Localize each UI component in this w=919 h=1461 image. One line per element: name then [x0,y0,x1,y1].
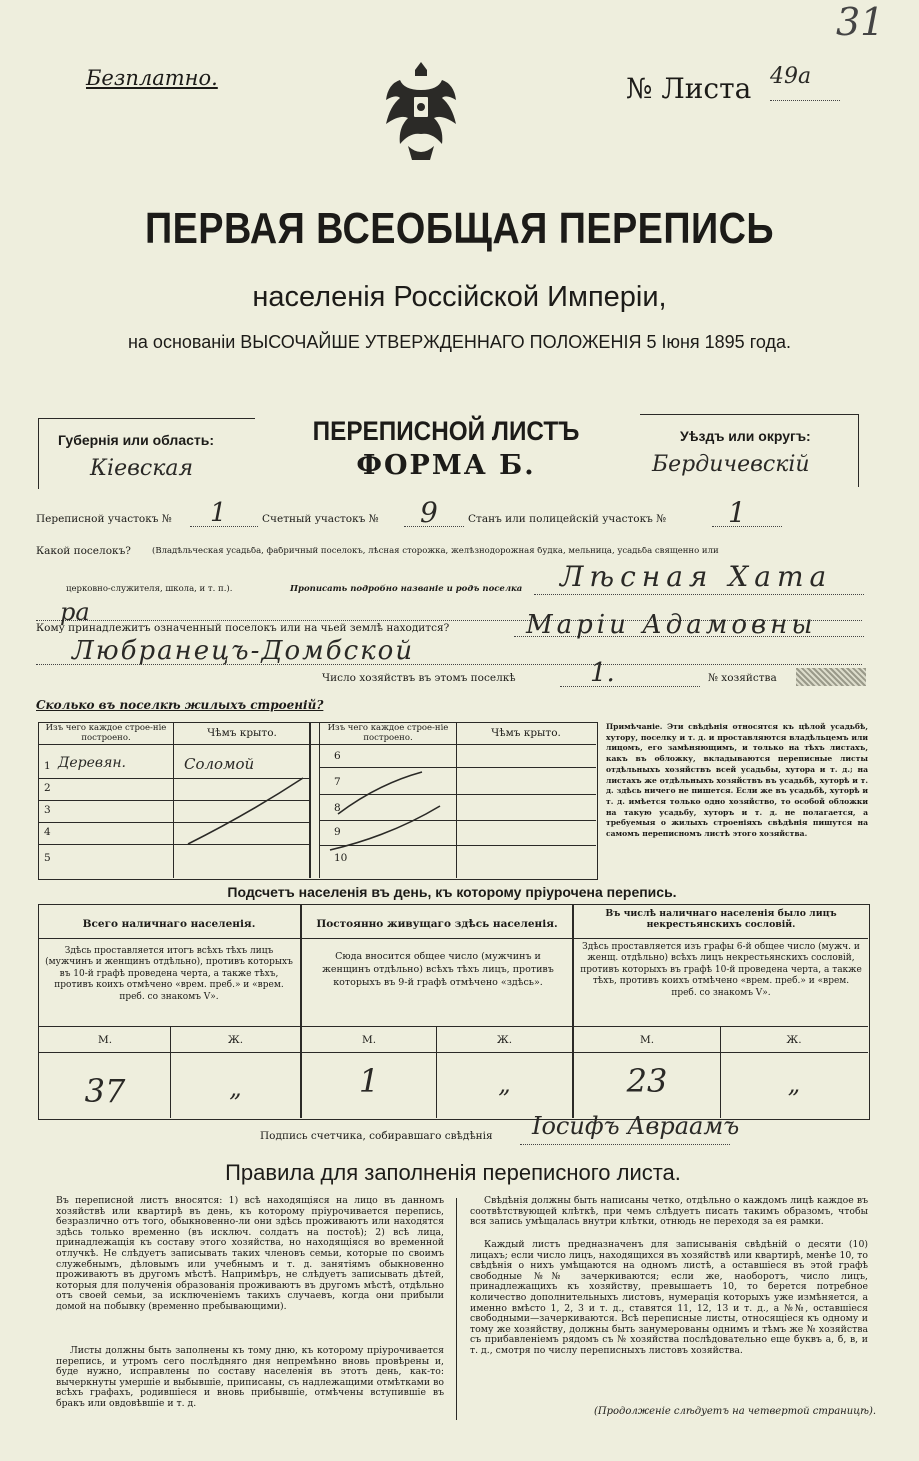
district-label: Уѣздъ или округъ: [680,428,811,444]
signature-value: Іосифъ Авраамъ [532,1112,740,1140]
settlement-value-2: ра [60,598,90,626]
col-roof-right: Чѣмъ крыто. [491,727,561,739]
row-number: 1 [44,760,51,772]
rules-title: Правила для заполненія переписного листа. [225,1160,681,1185]
row1-roof: Соломой [184,755,255,773]
col2-m-value: 1 [358,1062,380,1100]
col3-f-value: „ [787,1070,801,1098]
settlement-instr: Прописать подробно названіе и родъ поселка [290,584,523,594]
households-label: Число хозяйствъ въ этомъ поселкѣ [322,672,516,684]
row-number: 6 [334,750,341,762]
province-label: Губернія или область: [58,432,215,448]
col1-title: Всего наличнаго населенія. [82,918,256,930]
free-label: Безплатно. [86,66,218,90]
strike-marks [38,722,596,878]
owner-value-2: Любранецъ-Домбской [72,636,415,666]
settlement-hint2: церковно-служителя, школа, и т. п.). [66,584,233,594]
province-value: Кіевская [90,456,194,481]
row-number: 4 [44,826,51,838]
census-area-label: Переписной участокъ № [36,513,172,525]
owner-label: Кому принадлежитъ означенный поселокъ или на чьей землѣ находится? [36,622,450,634]
row-number: 3 [44,804,51,816]
col3-m-value: 23 [626,1062,668,1100]
basis-line: на основаніи ВЫСОЧАЙШЕ УТВЕРЖДЕННАГО ПОЛОЖЕНІЯ 5 Іюня 1895 года. [127,332,791,352]
census-area-value: 1 [210,498,227,528]
col-material-right: Изъ чего каждое строе-ніе построено. [327,723,449,743]
col3-f-label: Ж. [786,1034,802,1046]
population-heading: Подсчетъ населенія въ день, къ которому пріурочена перепись. [227,884,677,900]
rules-right-1: Свѣдѣнія должны быть написаны четко, отдѣльно о каждомъ лицѣ каждое въ соотвѣтствующей клѣткѣ, при чемъ слѣдуетъ писать такимъ образомъ, чтобы вся запись умѣщалась внутри клѣтки, отнюдь не переходя за ея рамки. [470,1195,868,1228]
col-material-left: Изъ чего каждое строе-ніе построено. [45,723,167,743]
stan-label: Станъ или полицейскій участокъ № [468,513,667,525]
list-no-value: 49а [770,64,812,89]
page-subtitle: населенія Россійской Имперіи, [252,281,667,313]
rules-right-2: Каждый листъ предназначенъ для записыванія свѣдѣній о десяти (10) лицахъ; если число лицъ, находящихся въ хозяйствѣ или квартирѣ, менѣе 10, то свѣдѣнія о нихъ умѣщаются на одномъ листѣ, а оставшіеся въ этой графѣ свободные №№ зачеркиваются; если же, наоборотъ, число лицъ, принадлежащихъ къ хозяйству, превышаетъ 10, то берется потребное количество дополнительныхъ листовъ, нумерація которыхъ уже измѣняется, а именно вмѣсто 1, 2, 3 и т. д., ставятся 11, 12, 13 и т. д., а №№, оставшіеся свободными—зачеркиваются. Всѣ переписные листы, относящіеся къ одному и тому же хозяйству, должны быть занумерованы однимъ и тѣмъ же № хозяйства съ прибавленіемъ рядомъ съ № хозяйства послѣдовательно еще буквъ а, б, в, и т. д., смотря по числу переписныхъ листовъ хозяйства. [470,1239,868,1356]
rules-left-2: Листы должны быть заполнены къ тому дню, къ которому пріурочивается перепись, и утромъ сего послѣдняго дня непремѣнно вновь провѣрены и, буде нужно, исправлены по составу населенія въ этотъ день, как-то: вычеркнуты умершіе и выбывшіе, приписаны, съ надлежащими отмѣтками во всѣхъ графахъ, родившіеся и вновь прибывшіе, отмѣчены вступившіе въ бракъ или овдовѣвшіе и т. д. [56,1345,444,1409]
buildings-heading: Сколько въ поселкѣ жилыхъ строеній? [36,698,324,712]
page-title: ПЕРВАЯ ВСЕОБЩАЯ ПЕРЕПИСЬ [144,204,774,253]
households-value: 1. [590,658,615,688]
col3-m-label: М. [639,1034,655,1046]
household-no-stamp [796,668,866,686]
settlement-hint: (Владѣльческая усадьба, фабричный поселокъ, лѣсная сторожка, желѣзнодорожная будка, мельница, усадьба священно или [152,547,719,556]
col1-m-value: 37 [84,1072,126,1110]
row-number: 5 [44,852,51,864]
col2-f-label: Ж. [496,1034,513,1046]
col2-title: Постоянно живущаго здѣсь населенія. [316,918,558,930]
owner-value-1: Маріи Адамовны [526,610,817,640]
col-roof-left: Чѣмъ крыто. [207,727,277,739]
row1-material: Деревян. [58,755,127,771]
count-area-label: Счетный участокъ № [262,513,379,525]
settlement-value-1: Лѣсная Хата [560,560,833,593]
row-number: 10 [334,852,348,864]
rules-continued: (Продолженіе слѣдуетъ на четвертой страницѣ). [594,1406,877,1417]
col2-m-label: М. [361,1034,377,1046]
col1-m-label: М. [97,1034,113,1046]
count-area-value: 9 [420,496,438,529]
col1-text: Здѣсь проставляется итогъ всѣхъ тѣхъ лицъ (мужчинъ и женщинъ отдѣльно), противъ которыхъ въ 10-й графѣ проведена черта, а также тѣхъ, противъ коихъ отмѣчено «врем. преб.» и «врем. преб. со знакомъ V». [45,946,293,1002]
district-value: Бердичевскій [652,452,810,477]
note-text: Примѣчаніе. Эти свѣдѣнія относятся къ цѣлой усадьбѣ, хутору, поселку и т. д. и проставляются владѣльцемъ или лицомъ, его замѣняющимъ, и только на тѣхъ листахъ, какъ въ обложку, вкладываются переписные листы отдѣльныхъ хозяйствъ всей усадьбы, хутора и т. д.; на листахъ же отдѣльныхъ хозяйствъ въ усадьбѣ, хуторѣ и т. д. здѣсь ничего не пишется. Если же въ усадьбѣ, хуторѣ и т. д. имѣется только одно хозяйство, то особой обложки на такую усадьбу, хуторъ и т. д. не полагается, а требуемыя о жилыхъ строеніяхъ свѣдѣнія пишутся на самомъ переписномъ листѣ этого хозяйства. [606,722,868,839]
col2-f-value: „ [498,1070,511,1098]
settlement-label: Какой поселокъ? [36,545,131,557]
row-number: 2 [44,782,51,794]
form-label: ФОРМА Б. [356,450,536,481]
list-no-label: № Листа [626,72,752,105]
sheet-number: 31 [836,0,885,44]
row-number: 8 [334,802,341,814]
double-headed-eagle-emblem [378,58,464,166]
col2-text: Сюда вносится общее число (мужчинъ и женщинъ отдѣльно) всѣхъ тѣхъ лицъ, противъ которыхъ въ 9-й графѣ отмѣчено «здѣсь». [322,951,554,988]
row-number: 9 [334,826,341,838]
rules-left-1: Въ переписной листъ вносятся: 1) всѣ находящіяся на лицо въ данномъ хозяйствѣ или квартирѣ въ день, къ которому пріурочивается перепись, безразлично отъ того, обыкновенно-ли они здѣсь проживаютъ или находятся здѣсь только временно (въ исключ. солдатъ на постоѣ); 2) всѣ лица, принадлежащія къ составу этого хозяйства, но находящіяся во временной отлучкѣ. Не слѣдуетъ записывать таких членовъ семьи, которые по своимъ служебнымъ, дѣловымъ или учебнымъ и т. д. занятіямъ обыкновенно проживаютъ въ другомъ мѣстѣ. Напримѣръ, не слѣдуетъ записывать дѣтей, которыя для полученія образованія проживаютъ въ другомъ мѣстѣ, отдѣльно отъ своей семьи, за исключеніемъ такихъ случаевъ, когда они прибыли домой на побывку (временно пребывающими). [56,1195,444,1312]
col3-text: Здѣсь проставляется изъ графы 6-й общее число (мужч. и женщ. отдѣльно) всѣхъ лицъ некрестьянскихъ сословій, противъ которыхъ въ графѣ 10-й проведена черта, а также тѣхъ, противъ коихъ отмѣчено «врем. преб.» и «врем. преб. со знакомъ V». [580,942,862,998]
stan-value: 1 [728,496,746,529]
col1-f-label: Ж. [227,1034,244,1046]
sheet-title: ПЕРЕПИСНОЙ ЛИСТЪ [312,416,580,446]
col1-f-value: „ [229,1074,242,1102]
household-no-label: № хозяйства [708,672,777,684]
signature-label: Подпись счетчика, собиравшаго свѣдѣнія [260,1130,493,1142]
row-number: 7 [334,776,341,788]
col3-title: Въ числѣ наличнаго населенія было лицъ некрестьянскихъ сословій. [605,908,837,930]
